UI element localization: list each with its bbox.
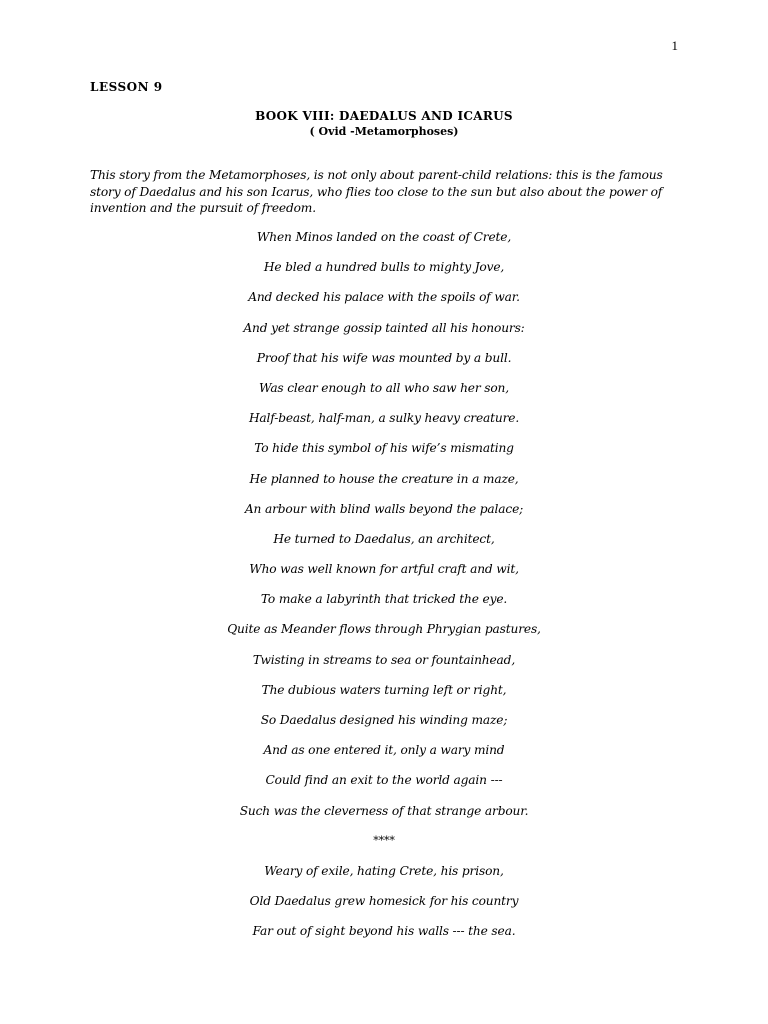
poem-line: And as one entered it, only a wary mind (263, 743, 505, 758)
poem-line: The dubious waters turning left or right, (261, 682, 507, 697)
poem (0, 229, 768, 954)
poem-line: To make a labyrinth that tricked the eye. (260, 592, 508, 607)
poem-line: He planned to house the creature in a maze, (249, 471, 519, 486)
poem-line: Who was well known for artful craft and wit, (249, 562, 519, 577)
poem-line: He turned to Daedalus, an architect, (273, 531, 495, 546)
poem-line: So Daedalus designed his winding maze; (260, 713, 508, 727)
poem-line: Twisting in streams to sea or fountainhead, (252, 652, 516, 667)
poem-line: Proof that his wife was mounted by a bull. (256, 350, 512, 365)
poem-line: Quite as Meander flows through Phrygian pastures, (227, 622, 541, 637)
poem-line: An arbour with blind walls beyond the palace; (244, 501, 524, 516)
poem-line: When Minos landed on the coast of Crete, (256, 230, 512, 244)
lesson-heading: LESSON 9 (90, 80, 163, 94)
page-number: 1 (671, 38, 678, 53)
page-subtitle: ( Ovid -Metamorphoses) (309, 125, 459, 138)
intro-paragraph: This story from the Metamorphoses, is not only about parent-child relations: this is the famous story of Daedalus and his son Icarus, who flies too close to the sun but also about the power of invention and the pursuit of freedom. (90, 168, 663, 215)
poem-line: Old Daedalus grew homesick for his country (249, 894, 519, 909)
poem-line: He bled a hundred bulls to mighty Jove, (263, 260, 505, 275)
poem-line: Far out of sight beyond his walls --- the sea. (252, 924, 516, 939)
poem-line: And decked his palace with the spoils of war. (248, 290, 520, 305)
poem-line: Could find an exit to the world again --- (265, 773, 503, 788)
page-title: BOOK VIII: DAEDALUS AND ICARUS (255, 109, 513, 123)
poem-line: To hide this symbol of his wife’s mismating (254, 441, 514, 456)
poem-line: Such was the cleverness of that strange arbour. (239, 803, 529, 818)
poem-line: And yet strange gossip tainted all his honours: (243, 320, 525, 335)
poem-line: Was clear enough to all who saw her son, (259, 380, 509, 395)
poem-line: Half-beast, half-man, a sulky heavy creature. (248, 411, 520, 426)
section-separator: **** (373, 833, 395, 847)
poem-line: Weary of exile, hating Crete, his prison, (264, 863, 504, 878)
